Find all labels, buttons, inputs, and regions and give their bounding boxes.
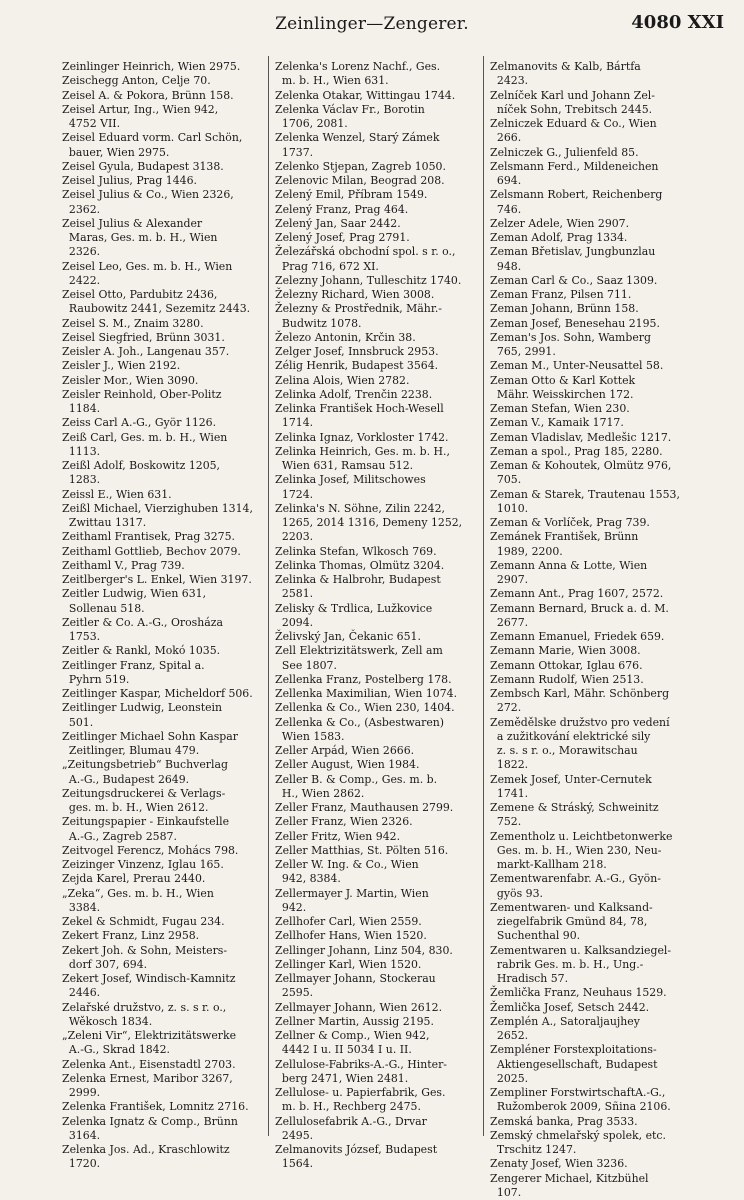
directory-entry-line: Zeman Otto & Karl Kottek [490, 373, 636, 387]
directory-entry-line: Zeman a spol., Prag 185, 2280. [490, 444, 663, 458]
directory-entry-line: Zell Elektrizitätswerk, Zell am [275, 644, 443, 658]
directory-entry-line: Zelený Franz, Prag 464. [275, 202, 409, 216]
directory-entry-line: Zeinlinger Heinrich, Wien 2975. [62, 60, 241, 73]
directory-entry-line: 3384. [62, 900, 101, 914]
directory-entry-line: Zeitlinger Ludwig, Leonstein [62, 701, 223, 715]
directory-entry-line: 752. [490, 815, 522, 829]
directory-entry-line: 2999. [62, 1086, 101, 1099]
directory-entry-line: Zeißl Michael, Vierzighuben 1314, [62, 501, 253, 515]
directory-entry-line: Zemek Josef, Unter-Cernutek [490, 772, 652, 786]
directory-entry-line: Prag 716, 672 XI. [275, 259, 379, 273]
directory-entry-line: 1720. [62, 1157, 101, 1171]
directory-entry-line: Zelenko Stjepan, Zagreb 1050. [275, 159, 446, 173]
directory-entry-line: Zeiss Carl A.-G., Györ 1126. [62, 416, 217, 430]
directory-entry-line: 2907. [490, 573, 529, 586]
directory-entry-line: Maras, Ges. m. b. H., Wien [62, 231, 218, 244]
directory-entry-line: Zemann Emanuel, Friedek 659. [490, 630, 665, 643]
directory-entry-line: Žemlička Franz, Neuhaus 1529. [490, 986, 667, 1000]
directory-entry-line: Zeitlinger Kaspar, Micheldorf 506. [62, 687, 253, 700]
directory-entry-line: Wien 1583. [275, 729, 345, 743]
directory-entry-line: Zelenka Jos. Ad., Kraschlowitz [62, 1143, 230, 1156]
directory-entry-line: Trschitz 1247. [490, 1143, 577, 1156]
directory-entry-line: Zeitler & Rankl, Mokó 1035. [62, 644, 221, 658]
directory-entry-line: Zeman V., Kamaik 1717. [490, 416, 624, 430]
directory-entry-line: Zeman & Vorlíček, Prag 739. [490, 516, 650, 529]
directory-entry-line: Zelinka František Hoch-Wesell [275, 402, 444, 415]
directory-entry-line: Zeisel Julius, Prag 1446. [62, 174, 197, 187]
directory-entry-line: 1737. [275, 145, 314, 159]
directory-entry-line: Zeisel Julius & Alexander [62, 216, 203, 230]
directory-entry-line: 266. [490, 131, 522, 145]
directory-entry-line: Zelníček Karl und Johann Zel- [490, 88, 655, 102]
directory-entry-line: Zementwaren- und Kalksand- [490, 900, 653, 914]
directory-entry-line: Zelenka Wenzel, Starý Zámek [275, 131, 440, 145]
directory-entry-line: berg 2471, Wien 2481. [275, 1071, 409, 1085]
directory-entry-line: Mähr. Weisskirchen 172. [490, 387, 634, 401]
directory-entry-line: 1753. [62, 630, 101, 643]
directory-entry-line: Zeisler Reinhold, Ober-Politz [62, 387, 222, 401]
directory-entry-line: Zeman Adolf, Prag 1334. [490, 231, 628, 244]
directory-entry-line: Zeitlinger Franz, Spital a. [62, 658, 205, 672]
directory-entry-line: Železny Richard, Wien 3008. [275, 288, 435, 301]
directory-entry-line: Zelmanovits & Kalb, Bártfa [490, 60, 641, 73]
directory-entry-line: Zeisel Leo, Ges. m. b. H., Wien [62, 259, 233, 273]
directory-entry-line: „Zeka“, Ges. m. b. H., Wien [62, 886, 214, 900]
directory-entry-line: 1113. [62, 444, 101, 458]
directory-entry-line: Zelina Alois, Wien 2782. [275, 373, 410, 387]
directory-entry-line: Zeitlinger, Blumau 479. [62, 744, 200, 757]
directory-entry-line: Železářská obchodní spol. s r. o., [275, 245, 456, 259]
directory-entry-line: Zeissl E., Wien 631. [62, 487, 172, 501]
directory-entry-line: Zemann Anna & Lotte, Wien [490, 558, 648, 572]
directory-entry-line: Zellulose-Fabriks-A.-G., Hinter- [275, 1057, 447, 1071]
directory-entry-line: Zeman's Jos. Sohn, Wamberg [490, 330, 651, 344]
directory-entry-line: 746. [490, 202, 522, 216]
directory-entry-line: Zeithaml Frantisek, Prag 3275. [62, 530, 235, 544]
directory-entry-line: rabrik Ges. m. b. H., Ung.- [490, 957, 644, 971]
directory-entry-line: Zeller Arpád, Wien 2666. [275, 744, 415, 757]
directory-entry-line: Zempléner Forstexploitations- [490, 1043, 657, 1057]
directory-entry-line: 1741. [490, 786, 529, 800]
directory-entry-line: Zemann Ant., Prag 1607, 2572. [490, 587, 664, 601]
directory-entry-line: níček Sohn, Trebitsch 2445. [490, 102, 653, 116]
directory-entry-line: Zementwaren u. Kalksandziegel- [490, 943, 672, 957]
directory-entry-line: Zwittau 1317. [62, 516, 147, 529]
directory-entry-line: Zeman & Starek, Trautenau 1553, [490, 487, 680, 501]
directory-entry-line: Zeisel Eduard vorm. Carl Schön, [62, 131, 243, 145]
directory-entry-line: Zelinka Josef, Militschowes [275, 473, 426, 487]
directory-entry-line: Zemplén A., Satoraljaujhey [490, 1014, 640, 1028]
directory-column-1 [62, 60, 272, 1172]
directory-entry-line: Zeisler J., Wien 2192. [62, 359, 181, 373]
directory-entry-line: Zeitungsdruckerei & Verlags- [62, 786, 226, 800]
directory-entry-line: Zelezny Johann, Tulleschitz 1740. [275, 273, 462, 287]
directory-entry-line: Zekel & Schmidt, Fugau 234. [62, 915, 225, 928]
directory-entry-line: Zeller August, Wien 1984. [275, 758, 420, 772]
directory-entry-line: Zeisel Julius & Co., Wien 2326, [62, 188, 234, 202]
directory-entry-line: See 1807. [275, 658, 337, 672]
directory-entry-line: Zelenka Václav Fr., Borotin [275, 102, 425, 116]
directory-entry-line: Zeithaml V., Prag 739. [62, 558, 185, 572]
running-header-title: Zeinlinger—Zengerer. [275, 14, 469, 34]
directory-entry-line: Zelsmann Ferd., Mildeneichen [490, 159, 659, 173]
directory-entry-line: Žemlička Josef, Setsch 2442. [490, 1000, 650, 1014]
directory-entry-line: Zeman Carl & Co., Saaz 1309. [490, 273, 658, 287]
directory-entry-line: Ges. m. b. H., Wien 230, Neu- [490, 843, 662, 857]
directory-entry-line: „Zeitungsbetrieb“ Buchverlag [62, 758, 228, 772]
directory-entry-line: Zelenka Otakar, Wittingau 1744. [275, 88, 456, 102]
directory-entry-line: Zeisel Artur, Ing., Wien 942, [62, 102, 219, 116]
directory-entry-line: 1714. [275, 416, 314, 430]
directory-entry-line: Zeitlinger Michael Sohn Kaspar [62, 729, 238, 743]
directory-entry-line: Zelniczek G., Julienfeld 85. [490, 145, 639, 159]
directory-entry-line: Zeisel A. & Pokora, Brünn 158. [62, 88, 234, 102]
directory-entry-line: A.-G., Zagreb 2587. [62, 829, 177, 843]
directory-column-2 [275, 60, 485, 1172]
directory-entry-line: a zužitkování elektrické sily [490, 729, 651, 743]
directory-entry-line: Zemann Rudolf, Wien 2513. [490, 672, 644, 686]
directory-entry-line: Zeisel Siegfried, Brünn 3031. [62, 330, 225, 344]
directory-entry-line: Železny & Prostřednik, Mähr.- [275, 302, 442, 316]
directory-entry-line: Zempliner ForstwirtschaftA.-G., [490, 1086, 666, 1099]
directory-entry-line: Zelniczek Eduard & Co., Wien [490, 117, 657, 130]
directory-entry-line: Zelenka Ant., Eisenstadtl 2703. [62, 1057, 236, 1071]
directory-entry-line: Zeitler Ludwig, Wien 631, [62, 587, 207, 601]
page-number: 4080 XXI [631, 12, 724, 33]
directory-entry-line: Budwitz 1078. [275, 316, 362, 330]
directory-entry-line: Zellhofer Carl, Wien 2559. [275, 915, 422, 928]
directory-entry-line: Zemann Ottokar, Iglau 676. [490, 658, 643, 672]
directory-entry-line: 2595. [275, 986, 314, 1000]
directory-entry-line: Zelmanovits József, Budapest [275, 1143, 438, 1156]
directory-entry-line: Zeman Franz, Pilsen 711. [490, 288, 632, 301]
directory-entry-line: 1010. [490, 501, 529, 515]
directory-entry-line: 2495. [275, 1128, 314, 1142]
directory-entry-line: 942. [275, 900, 307, 914]
directory-entry-line: Zelenka Ernest, Maribor 3267, [62, 1071, 233, 1085]
directory-entry-line: 3164. [62, 1128, 101, 1142]
directory-entry-line: Suchenthal 90. [490, 929, 581, 943]
directory-entry-line: Zeitler & Co. A.-G., Orosháza [62, 615, 223, 629]
directory-entry-line: Zellenka & Co., Wien 230, 1404. [275, 701, 455, 715]
directory-entry-line: bauer, Wien 2975. [62, 145, 170, 159]
directory-entry-line: 4442 I u. II 5034 I u. II. [275, 1043, 412, 1057]
directory-entry-line: Zeisel S. M., Znaim 3280. [62, 316, 204, 330]
directory-entry-line: 2581. [275, 587, 314, 601]
directory-entry-line: Zementwarenfabr. A.-G., Gyön- [490, 872, 661, 886]
directory-entry-line: Zelzer Adele, Wien 2907. [490, 216, 630, 230]
directory-entry-line: Zeller W. Ing. & Co., Wien [275, 858, 419, 871]
directory-entry-line: Zellinger Karl, Wien 1520. [275, 957, 422, 971]
directory-entry-line: Zellmayer Johann, Stockerau [275, 972, 436, 985]
directory-entry-line: Zelsmann Robert, Reichenberg [490, 188, 663, 202]
directory-entry-line: Zelařské družstvo, z. s. s r. o., [62, 1000, 227, 1014]
directory-entry-line: Zemský chmelařský spolek, etc. [490, 1128, 666, 1142]
directory-entry-line: Zeisel Otto, Pardubitz 2436, [62, 288, 218, 301]
directory-entry-line: Zejda Karel, Prerau 2440. [62, 872, 206, 886]
directory-entry-line: Zemann Marie, Wien 3008. [490, 644, 641, 658]
directory-entry-line: 1265, 2014 1316, Demeny 1252, [275, 516, 463, 529]
directory-entry-line: 501. [62, 715, 94, 729]
directory-entry-line: 694. [490, 174, 522, 187]
directory-entry-line: „Zeleni Vir“, Elektrizitätswerke [62, 1029, 237, 1042]
directory-entry-line: Zeman Josef, Benesehau 2195. [490, 316, 660, 330]
directory-entry-line: Zellhofer Hans, Wien 1520. [275, 929, 427, 943]
directory-entry-line: Zeman & Kohoutek, Olmütz 976, [490, 459, 672, 472]
directory-entry-line: Zemská banka, Prag 3533. [490, 1114, 638, 1128]
directory-entry-line: Zementholz u. Leichtbetonwerke [490, 829, 673, 843]
directory-entry-line: 1706, 2081. [275, 117, 348, 130]
directory-entry-line: 1724. [275, 487, 314, 501]
directory-entry-line: 2423. [490, 74, 529, 88]
directory-entry-line: 272. [490, 701, 522, 715]
directory-entry-line: 705. [490, 473, 522, 487]
directory-entry-line: Zelinka's N. Söhne, Zilin 2242, [275, 501, 445, 515]
directory-entry-line: H., Wien 2862. [275, 786, 365, 800]
directory-entry-line: Zellner & Comp., Wien 942, [275, 1029, 430, 1042]
directory-entry-line: Zelený Josef, Prag 2791. [275, 231, 410, 244]
directory-entry-line: Zeller Franz, Mauthausen 2799. [275, 801, 454, 814]
directory-entry-line: Zelinka Stefan, Wlkosch 769. [275, 544, 437, 558]
directory-entry-line: Zellner Martin, Aussig 2195. [275, 1014, 434, 1028]
directory-entry-line: 2446. [62, 986, 101, 1000]
directory-entry-line: Zekert Franz, Linz 2958. [62, 929, 200, 943]
directory-entry-line: Zellenka & Co., (Asbestwaren) [275, 715, 445, 729]
directory-entry-line: 2362. [62, 202, 101, 216]
directory-entry-line: Zelenka's Lorenz Nachf., Ges. [275, 60, 441, 73]
directory-entry-line: Zeisel Gyula, Budapest 3138. [62, 159, 224, 173]
directory-entry-line: Zeman M., Unter-Neusattel 58. [490, 359, 664, 373]
directory-entry-line: Zellenka Franz, Postelberg 178. [275, 672, 452, 686]
directory-entry-line: Zelinka Heinrich, Ges. m. b. H., [275, 444, 450, 458]
directory-entry-line: dorf 307, 694. [62, 957, 148, 971]
directory-entry-line: z. s. s r. o., Morawitschau [490, 744, 638, 757]
directory-entry-line: Zelinka Ignaz, Vorkloster 1742. [275, 430, 449, 444]
directory-entry-line: Zelinka Adolf, Trenčin 2238. [275, 387, 433, 401]
directory-entry-line: Ružomberok 2009, Sñina 2106. [490, 1100, 671, 1114]
directory-entry-line: Zeiß Carl, Ges. m. b. H., Wien [62, 430, 228, 444]
directory-entry-line: Zeman Stefan, Wien 230. [490, 402, 630, 415]
directory-entry-line: Zellulosefabrik A.-G., Drvar [275, 1114, 427, 1128]
directory-entry-line: 4752 VII. [62, 117, 121, 130]
directory-entry-line: Zenaty Josef, Wien 3236. [490, 1157, 628, 1171]
directory-entry-line: Zelenovic Milan, Beograd 208. [275, 174, 445, 187]
directory-entry-line: Zeisler Mor., Wien 3090. [62, 373, 199, 387]
directory-entry-line: Zelenka Ignatz & Comp., Brünn [62, 1114, 238, 1128]
directory-entry-line: Zemann Bernard, Bruck a. d. M. [490, 601, 669, 615]
directory-entry-line: Zemene & Stráský, Schweinitz [490, 801, 659, 814]
directory-entry-line: Zellmayer Johann, Wien 2612. [275, 1000, 443, 1014]
directory-entry-line: m. b. H., Wien 631. [275, 74, 389, 88]
directory-entry-line: Zemánek František, Brünn [490, 530, 639, 544]
directory-entry-line: markt-Kallham 218. [490, 858, 607, 871]
directory-entry-line: A.-G., Skrad 1842. [62, 1043, 170, 1057]
directory-entry-line: 765, 2991. [490, 345, 556, 358]
directory-entry-line: Zelenka František, Lomnitz 2716. [62, 1100, 249, 1114]
directory-entry-line: Zelinka Thomas, Olmütz 3204. [275, 558, 445, 572]
directory-entry-line: Zeisler A. Joh., Langenau 357. [62, 345, 230, 358]
directory-entry-line: 942, 8384. [275, 872, 341, 886]
directory-entry-line: Zemědělske družstvo pro vedení [490, 715, 670, 729]
directory-entry-line: Zélig Henrik, Budapest 3564. [275, 359, 439, 373]
directory-entry-line: 2422. [62, 273, 101, 287]
directory-entry-line: Raubowitz 2441, Sezemitz 2443. [62, 302, 251, 316]
directory-entry-line: Zeller Matthias, St. Pölten 516. [275, 843, 449, 857]
directory-entry-line: 2025. [490, 1071, 529, 1085]
directory-entry-line: Aktiengesellschaft, Budapest [490, 1057, 658, 1071]
directory-entry-line: Zengerer Michael, Kitzbühel [490, 1171, 649, 1185]
directory-entry-line: Zekert Joh. & Sohn, Meisters- [62, 943, 228, 957]
directory-entry-line: Železo Antonin, Krčin 38. [275, 330, 416, 344]
directory-entry-line: Zeller Fritz, Wien 942. [275, 829, 401, 843]
directory-entry-line: Zeman Břetislav, Jungbunzlau [490, 245, 656, 259]
directory-entry-line: 1564. [275, 1157, 314, 1171]
directory-entry-line: Wien 631, Ramsau 512. [275, 459, 414, 472]
directory-entry-line: Zellenka Maximilian, Wien 1074. [275, 687, 458, 700]
directory-entry-line: Zelger Josef, Innsbruck 2953. [275, 345, 439, 358]
directory-entry-line: Zelinka & Halbrohr, Budapest [275, 573, 441, 586]
directory-entry-line: 2677. [490, 615, 529, 629]
directory-entry-line: Zeizinger Vinzenz, Iglau 165. [62, 858, 224, 871]
directory-entry-line: Zeischegg Anton, Celje 70. [62, 74, 211, 88]
directory-entry-line: Zekert Josef, Windisch-Kamnitz [62, 972, 236, 985]
directory-entry-line: Zelený Jan, Saar 2442. [275, 216, 401, 230]
directory-entry-line: 1822. [490, 758, 529, 772]
directory-entry-line: Hradisch 57. [490, 972, 569, 985]
directory-entry-line: 1184. [62, 402, 101, 415]
directory-entry-line: m. b. H., Rechberg 2475. [275, 1100, 421, 1114]
directory-entry-line: Zeller B. & Comp., Ges. m. b. [275, 772, 438, 786]
directory-entry-line: Zeißl Adolf, Boskowitz 1205, [62, 459, 221, 472]
directory-entry-line: Zembsch Karl, Mähr. Schönberg [490, 687, 670, 700]
directory-entry-line: Zeitvogel Ferencz, Mohács 798. [62, 843, 239, 857]
directory-entry-line: 1283. [62, 473, 101, 487]
directory-entry-line: 2326. [62, 245, 101, 259]
directory-entry-line: ges. m. b. H., Wien 2612. [62, 801, 209, 814]
directory-entry-line: Sollenau 518. [62, 601, 145, 615]
directory-entry-line: Pyhrn 519. [62, 672, 130, 686]
directory-entry-line: Zelený Emil, Příbram 1549. [275, 188, 428, 202]
directory-entry-line: Zeman Johann, Brünn 158. [490, 302, 639, 316]
directory-entry-line: 107. [490, 1185, 522, 1199]
directory-entry-line: 2203. [275, 530, 314, 544]
directory-entry-line: A.-G., Budapest 2649. [62, 772, 190, 786]
directory-entry-line: Zellulose- u. Papierfabrik, Ges. [275, 1086, 446, 1099]
directory-entry-line: Zelisky & Trdlica, Lužkovice [275, 601, 433, 615]
directory-entry-line: 2094. [275, 615, 314, 629]
directory-entry-line: Zeller Franz, Wien 2326. [275, 815, 413, 829]
directory-entry-line: Zeithaml Gottlieb, Bechov 2079. [62, 544, 241, 558]
directory-entry-line: 2652. [490, 1029, 529, 1042]
directory-entry-line: Wěkosch 1834. [62, 1014, 153, 1028]
directory-column-3 [490, 60, 700, 1200]
directory-entry-line: Zellinger Johann, Linz 504, 830. [275, 943, 453, 957]
directory-entry-line: Zeitungspapier - Einkaufstelle [62, 815, 230, 829]
directory-entry-line: 948. [490, 259, 522, 273]
directory-entry-line: Zellermayer J. Martin, Wien [275, 886, 429, 900]
directory-entry-line: ziegelfabrik Gmünd 84, 78, [490, 915, 648, 928]
directory-entry-line: 1989, 2200. [490, 544, 563, 558]
directory-entry-line: Želivský Jan, Čekanic 651. [275, 630, 421, 643]
directory-entry-line: gyös 93. [490, 886, 543, 900]
directory-entry-line: Zeitlberger's L. Enkel, Wien 3197. [62, 573, 252, 586]
directory-entry-line: Zeman Vladislav, Medlešic 1217. [490, 430, 672, 444]
